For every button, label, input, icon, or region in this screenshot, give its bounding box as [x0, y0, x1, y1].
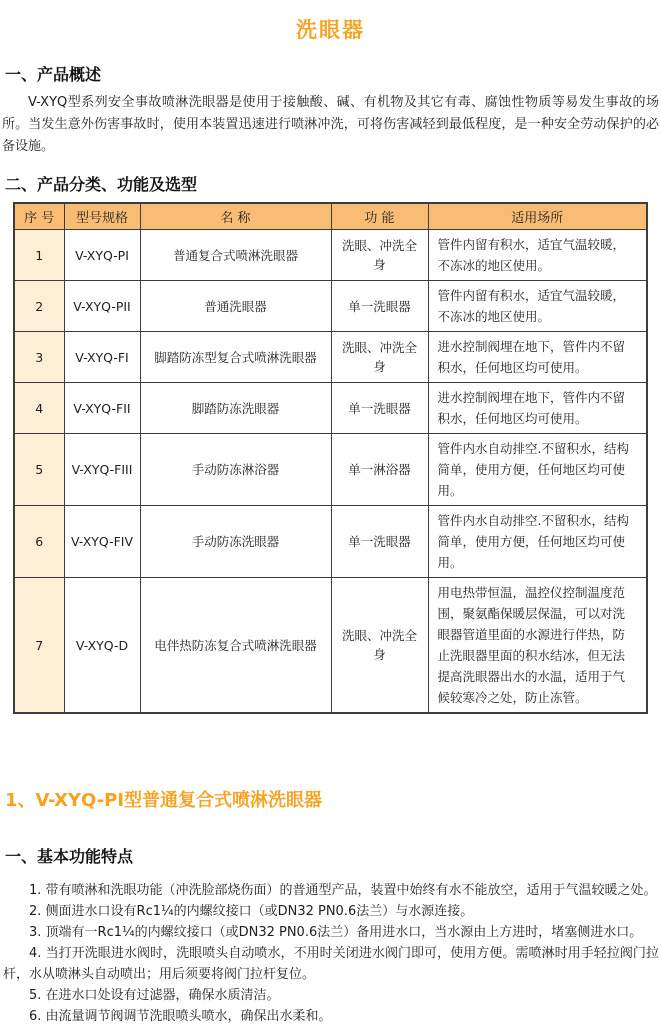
cell-name: 手动防冻淋浴器 — [140, 434, 331, 506]
table-row — [14, 230, 647, 281]
cell-application: 进水控制阀埋在地下，管件内不留积水，任何地区均可使用。 — [428, 383, 647, 434]
cell-name: 电伴热防冻复合式喷淋洗眼器 — [140, 578, 331, 714]
table-row — [14, 383, 647, 434]
table-row — [14, 332, 647, 383]
cell-index: 2 — [14, 281, 64, 332]
table-body — [14, 230, 647, 714]
cell-application: 管件内水自动排空.不留积水，结构简单，使用方便，任何地区均可使用。 — [428, 434, 647, 506]
cell-model: V-XYQ-PI — [64, 230, 140, 281]
cell-function: 单一淋浴器 — [331, 434, 428, 506]
cell-function: 洗眼、冲洗全身 — [331, 578, 428, 714]
feature-item: 3. 顶端有一Rc1¼的内螺纹接口（或DN32 PN0.6法兰）备用进水口，当水源由上方进时，堵塞侧进水口。 — [29, 925, 643, 940]
cell-function: 单一洗眼器 — [331, 383, 428, 434]
document-page — [0, 14, 661, 1024]
cell-function: 洗眼、冲洗全身 — [331, 332, 428, 383]
feature-list — [0, 880, 661, 1027]
column-header-index: 序 号 — [14, 203, 64, 230]
cell-application: 用电热带恒温，温控仪控制温度范围，聚氨酯保暖层保温，可以对洗眼器管道里面的水源进行伴热，防止洗眼器里面的积水结冰，但无法提高洗眼器出水的水温，适用于气候较寒冷之处，防止冻管。 — [428, 578, 647, 714]
table-row — [14, 281, 647, 332]
features-heading: 一、基本功能特点 — [5, 847, 134, 866]
cell-index: 5 — [14, 434, 64, 506]
column-header-model: 型号规格 — [64, 203, 140, 230]
feature-item: 6. 由流量调节阀调节洗眼喷头喷水，确保出水柔和。 — [29, 1009, 332, 1024]
cell-name: 普通复合式喷淋洗眼器 — [140, 230, 331, 281]
cell-model: V-XYQ-FI — [64, 332, 140, 383]
cell-index: 4 — [14, 383, 64, 434]
cell-application: 管件内水自动排空.不留积水，结构简单，使用方便，任何地区均可使用。 — [428, 506, 647, 578]
cell-model: V-XYQ-D — [64, 578, 140, 714]
table-row — [14, 434, 647, 506]
overview-paragraph: V-XYQ型系列安全事故喷淋洗眼器是使用于接触酸、碱、有机物及其它有毒、腐蚀性物质等易发生事故的场所。当发生意外伤害事故时，使用本装置迅速进行喷淋冲洗，可将伤害减轻到最低程度，是一种安全劳动保护的必备设施。 — [2, 95, 659, 154]
column-header-application: 适用场所 — [428, 203, 647, 230]
cell-name: 脚踏防冻型复合式喷淋洗眼器 — [140, 332, 331, 383]
table-header — [14, 203, 647, 230]
cell-function: 单一洗眼器 — [331, 506, 428, 578]
cell-index: 6 — [14, 506, 64, 578]
cell-function: 单一洗眼器 — [331, 281, 428, 332]
feature-item: 2. 侧面进水口设有Rc1¼的内螺纹接口（或DN32 PN0.6法兰）与水源连接。 — [29, 904, 474, 919]
cell-function: 洗眼、冲洗全身 — [331, 230, 428, 281]
cell-model: V-XYQ-FIII — [64, 434, 140, 506]
cell-model: V-XYQ-FII — [64, 383, 140, 434]
table-row — [14, 578, 647, 714]
model-section-heading: 1、V-XYQ-PⅠ型普通复合式喷淋洗眼器 — [5, 790, 323, 811]
feature-item: 4. 当打开洗眼进水阀时，洗眼喷头自动喷水，不用时关闭进水阀门即可，使用方便。需喷淋时用手轻拉阀门拉杆，水从喷淋头自动喷出；用后须要将阀门拉杆复位。 — [3, 946, 659, 982]
cell-application: 管件内留有积水，适宜气温较暖，不冻冰的地区使用。 — [428, 230, 647, 281]
overview-heading: 一、产品概述 — [5, 65, 102, 84]
cell-name: 普通洗眼器 — [140, 281, 331, 332]
column-header-name: 名 称 — [140, 203, 331, 230]
column-header-function: 功 能 — [331, 203, 428, 230]
cell-index: 1 — [14, 230, 64, 281]
feature-item: 1. 带有喷淋和洗眼功能（冲洗脸部烧伤面）的普通型产品，装置中始终有水不能放空，适用于气温较暖之处。 — [29, 883, 657, 898]
cell-model: V-XYQ-FIV — [64, 506, 140, 578]
cell-name: 脚踏防冻洗眼器 — [140, 383, 331, 434]
cell-application: 管件内留有积水，适宜气温较暖，不冻冰的地区使用。 — [428, 281, 647, 332]
cell-index: 3 — [14, 332, 64, 383]
product-classification-table — [13, 202, 648, 714]
classification-heading: 二、产品分类、功能及选型 — [5, 175, 198, 194]
table-header-row — [14, 203, 647, 230]
feature-item: 5. 在进水口处设有过滤器，确保水质清洁。 — [29, 988, 280, 1003]
cell-index: 7 — [14, 578, 64, 714]
cell-model: V-XYQ-PII — [64, 281, 140, 332]
cell-name: 手动防冻洗眼器 — [140, 506, 331, 578]
table-row — [14, 506, 647, 578]
page-title: 洗眼器 — [296, 18, 365, 42]
cell-application: 进水控制阀埋在地下，管件内不留积水，任何地区均可使用。 — [428, 332, 647, 383]
